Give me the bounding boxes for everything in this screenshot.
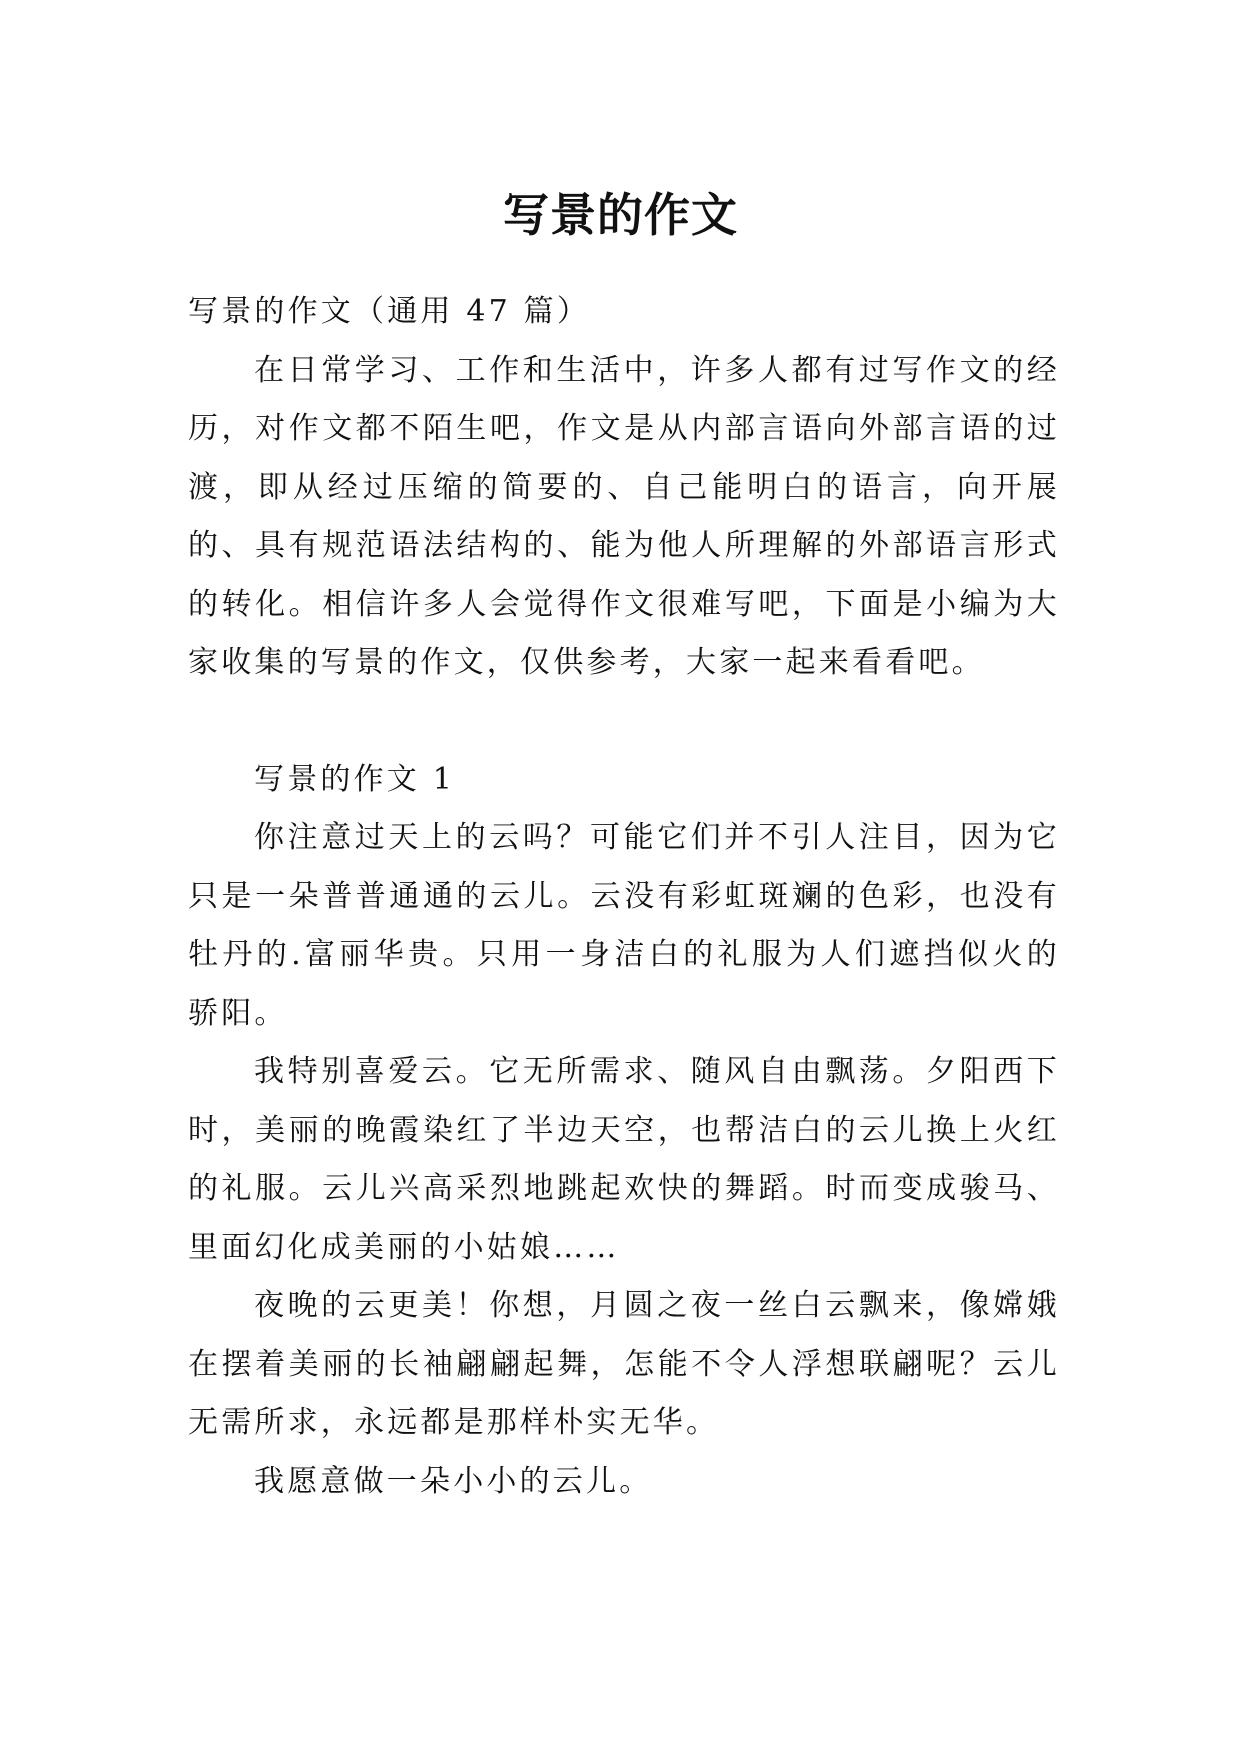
body-paragraph: 我特别喜爱云。它无所需求、随风自由飘荡。夕阳西下时，美丽的晚霞染红了半边天空，也帮洁白的云儿换上火红的礼服。云儿兴高采烈地跳起欢快的舞蹈。时而变成骏马、里面幻化成美丽的小姑娘…… [188, 1054, 1060, 1265]
body-paragraph: 你注意过天上的云吗？可能它们并不引人注目，因为它只是一朵普普通通的云儿。云没有彩虹斑斓的色彩，也没有牡丹的.富丽华贵。只用一身洁白的礼服为人们遮挡似火的骄阳。 [188, 820, 1060, 1031]
intro-paragraph: 在日常学习、工作和生活中，许多人都有过写作文的经历，对作文都不陌生吧，作文是从内部言语向外部言语的过渡，即从经过压缩的简要的、自己能明白的语言，向开展的、具有规范语法结构的、能为他人所理解的外部语言形式的转化。相信许多人会觉得作文很难写吧，下面是小编为大家收集的写景的作文，仅供参考，大家一起来看看吧。 [188, 352, 1060, 680]
body-paragraph: 我愿意做一朵小小的云儿。 [254, 1463, 653, 1499]
body-paragraph: 夜晚的云更美！你想，月圆之夜一丝白云飘来，像嫦娥在摆着美丽的长袖翩翩起舞，怎能不令人浮想联翩呢？云儿无需所求，永远都是那样朴实无华。 [188, 1288, 1060, 1440]
document-body [188, 283, 1060, 1511]
document-title: 写景的作文 [503, 187, 738, 242]
section-heading: 写景的作文 1 [254, 761, 456, 797]
section-spacer [188, 693, 1060, 751]
document-subtitle: 写景的作文（通用 47 篇） [188, 294, 591, 329]
